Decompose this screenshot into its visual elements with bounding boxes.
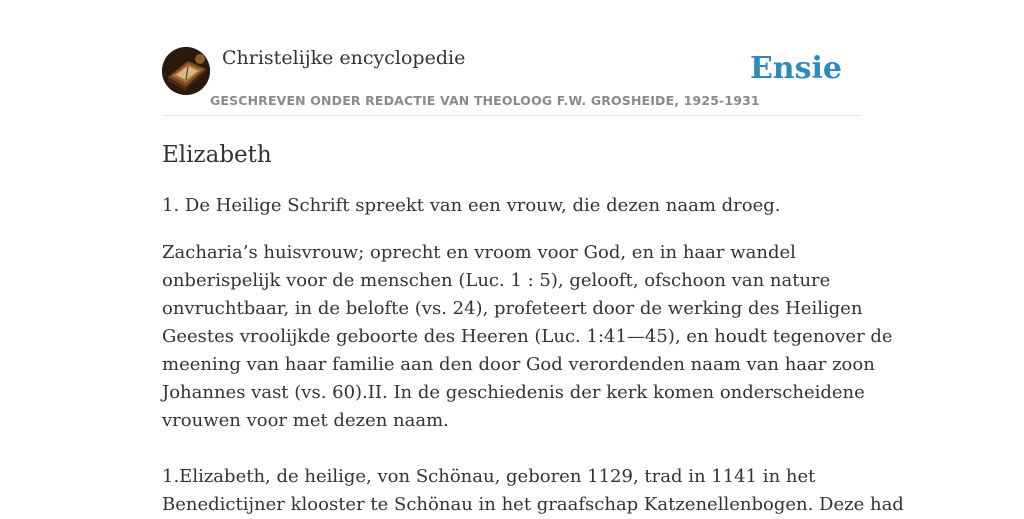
paragraph-line: meening van haar familie aan den door God verordenden naam van haar zoon: [162, 354, 875, 375]
paragraph-line: 1.Elizabeth, de heilige, von Schönau, geboren 1129, trad in 1141 in het: [162, 466, 816, 487]
article-title: Elizabeth: [162, 142, 272, 168]
article-paragraph-3: [162, 463, 904, 519]
paragraph-line: 1. De Heilige Schrift spreekt van een vrouw, die dezen naam droeg.: [162, 195, 781, 216]
article-paragraph-1: [162, 192, 862, 220]
site-subtitle: GESCHREVEN ONDER REDACTIE VAN THEOLOOG F.W. GROSHEIDE, 1925-1931: [210, 93, 760, 108]
paragraph-line: onberispelijk voor de menschen (Luc. 1 : 5), gelooft, ofschoon van nature: [162, 270, 831, 291]
book-photo-icon: [162, 47, 210, 95]
paragraph-line: onvruchtbaar, in de belofte (vs. 24), profeteert door de werking des Heiligen: [162, 298, 863, 319]
paragraph-line: vrouwen voor met dezen naam.: [162, 410, 449, 431]
article-paragraph-2: [162, 239, 893, 435]
site-title[interactable]: Christelijke encyclopedie: [222, 47, 466, 69]
site-avatar[interactable]: [162, 47, 210, 95]
site-header: [162, 0, 862, 116]
page-container: [162, 0, 904, 515]
paragraph-line: Geestes vroolijkde geboorte des Heeren (Luc. 1:41—45), en houdt tegenover de: [162, 326, 893, 347]
brand-logo[interactable]: Ensie: [749, 51, 842, 86]
paragraph-line: Benedictijner klooster te Schönau in het graafschap Katzenellenbogen. Deze had: [162, 494, 904, 515]
paragraph-line: Johannes vast (vs. 60).II. In de geschiedenis der kerk komen onderscheidene: [162, 382, 865, 403]
paragraph-line: Zacharia’s huisvrouw; oprecht en vroom voor God, en in haar wandel: [162, 242, 796, 263]
